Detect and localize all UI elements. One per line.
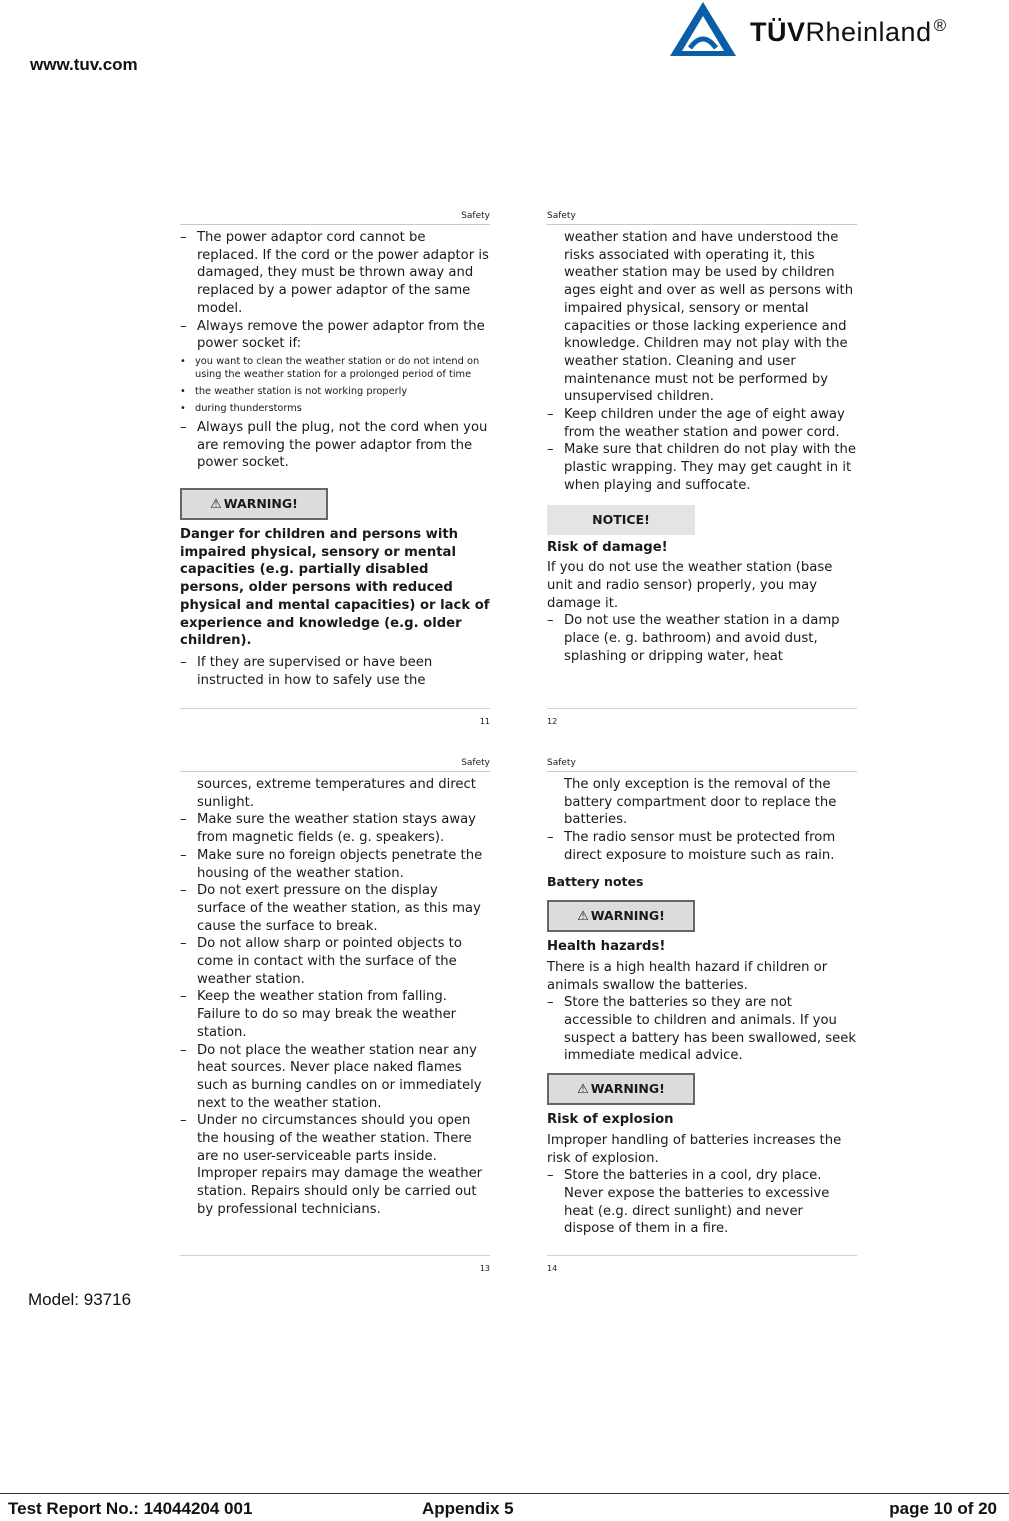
warning-box: ⚠ WARNING! xyxy=(547,1073,695,1105)
tuv-triangle-logo-icon xyxy=(668,0,738,58)
warning-triangle-icon: ⚠ xyxy=(577,909,589,925)
subheading: Battery notes xyxy=(547,873,644,889)
model-label: Model: 93716 xyxy=(28,1290,132,1309)
notice-box: NOTICE! xyxy=(547,505,695,535)
page-indicator: page 10 of 20 xyxy=(889,1499,997,1518)
list-item: – Do not exert pressure on the display surface of the weather station, as this may cause the surface to break. xyxy=(180,882,490,935)
list-item: – The radio sensor must be protected from direct exposure to moisture such as rain. xyxy=(547,829,857,864)
list-item: – Make sure that children do not play with the plastic wrapping. They may get caught in it when playing and suffocate. xyxy=(547,441,857,494)
continued-text: sources, extreme temperatures and direct sunlight. xyxy=(197,777,476,810)
page-number: 11 xyxy=(180,708,490,731)
header-url: www.tuv.com xyxy=(30,55,138,74)
warning-heading: Health hazards! xyxy=(547,939,666,955)
list-item: – Do not allow sharp or pointed objects to come in contact with the surface of the weather station. xyxy=(180,935,490,988)
manual-page-11 xyxy=(180,210,490,726)
page-section-header: Safety xyxy=(547,210,857,225)
list-item: – Make sure no foreign objects penetrate the housing of the weather station. xyxy=(180,847,490,882)
bullet-item: • during thunderstorms xyxy=(180,402,490,415)
notice-heading: Risk of damage! xyxy=(547,539,668,555)
page-number: 14 xyxy=(547,1255,857,1278)
warning-triangle-icon: ⚠ xyxy=(577,1082,589,1098)
continued-text: The only exception is the removal of the battery compartment door to replace the batteries. xyxy=(564,777,837,828)
list-item: – Store the batteries in a cool, dry place. Never expose the batteries to excessive heat (e.g. direct sunlight) and never dispose of them in a fire. xyxy=(547,1167,857,1238)
list-item: – Make sure the weather station stays away from magnetic fields (e. g. speakers). xyxy=(180,811,490,846)
manual-page-14 xyxy=(547,757,857,1273)
manual-page-13 xyxy=(180,757,490,1273)
page-section-header: Safety xyxy=(547,757,857,772)
manual-page-12 xyxy=(547,210,857,726)
logo-wordmark: TÜVRheinland ® xyxy=(750,16,947,47)
list-item: – Always remove the power adaptor from the power socket if: xyxy=(180,318,490,353)
list-item: – Under no circumstances should you open the housing of the weather station. There are no user-serviceable parts inside. Improper repairs may damage the weather station. Repairs should only be carried out by professional technicians. xyxy=(180,1112,490,1218)
list-item: – Always pull the plug, not the cord when you are removing the power adaptor from the power socket. xyxy=(180,419,490,472)
tuv-rheinland-logo xyxy=(668,0,998,60)
footer-divider xyxy=(0,1493,1009,1494)
list-item: – Keep children under the age of eight away from the weather station and power cord. xyxy=(547,406,857,441)
list-item: – Store the batteries so they are not accessible to children and animals. If you suspect a battery has been swallowed, seek immediate medical advice. xyxy=(547,994,857,1065)
page-section-header: Safety xyxy=(180,757,490,772)
list-item: – Do not place the weather station near any heat sources. Never place naked flames such as burning candles on or immediately next to the weather station. xyxy=(180,1042,490,1113)
warning-heading: Risk of explosion xyxy=(547,1112,674,1128)
page-number: 13 xyxy=(180,1255,490,1278)
list-item: – Do not use the weather station in a damp place (e. g. bathroom) and avoid dust, splashing or dripping water, heat xyxy=(547,612,857,665)
page-number: 12 xyxy=(547,708,857,731)
warning-box: ⚠ WARNING! xyxy=(547,900,695,932)
warning-text: Improper handling of batteries increases the risk of explosion. xyxy=(547,1132,842,1166)
page-section-header: Safety xyxy=(180,210,490,225)
warning-triangle-icon: ⚠ xyxy=(210,497,222,513)
report-number: Test Report No.: 14044204 001 xyxy=(8,1499,253,1518)
notice-text: If you do not use the weather station (base unit and radio sensor) properly, you may damage it. xyxy=(547,560,833,611)
warning-heading: Danger for children and persons with impaired physical, sensory or mental capacities (e.g. partially disabled persons, older persons with reduced physical and mental capacities) or lack of experience and knowledge (e.g. older children). xyxy=(180,527,490,649)
bullet-item: • the weather station is not working properly xyxy=(180,385,490,398)
warning-box: ⚠ WARNING! xyxy=(180,488,328,520)
continued-text: weather station and have understood the risks associated with operating it, this weather station may be used by children ages eight and over as well as persons with impaired physical, sensory or mental capacities or those lacking experience and knowledge. Children may not play with the weather station. Cleaning and user maintenance must not be performed by unsupervised children. xyxy=(564,230,854,405)
list-item: – The power adaptor cord cannot be replaced. If the cord or the power adaptor is damaged, they must be thrown away and replaced by a power adaptor of the same model. xyxy=(180,229,490,318)
list-item: – If they are supervised or have been instructed in how to safely use the xyxy=(180,654,490,689)
list-item: – Keep the weather station from falling. Failure to do so may break the weather station. xyxy=(180,988,490,1041)
warning-text: There is a high health hazard if children or animals swallow the batteries. xyxy=(547,959,828,993)
bullet-item: • you want to clean the weather station or do not intend on using the weather station for a prolonged period of time xyxy=(180,355,490,381)
appendix-label: Appendix 5 xyxy=(422,1499,514,1518)
